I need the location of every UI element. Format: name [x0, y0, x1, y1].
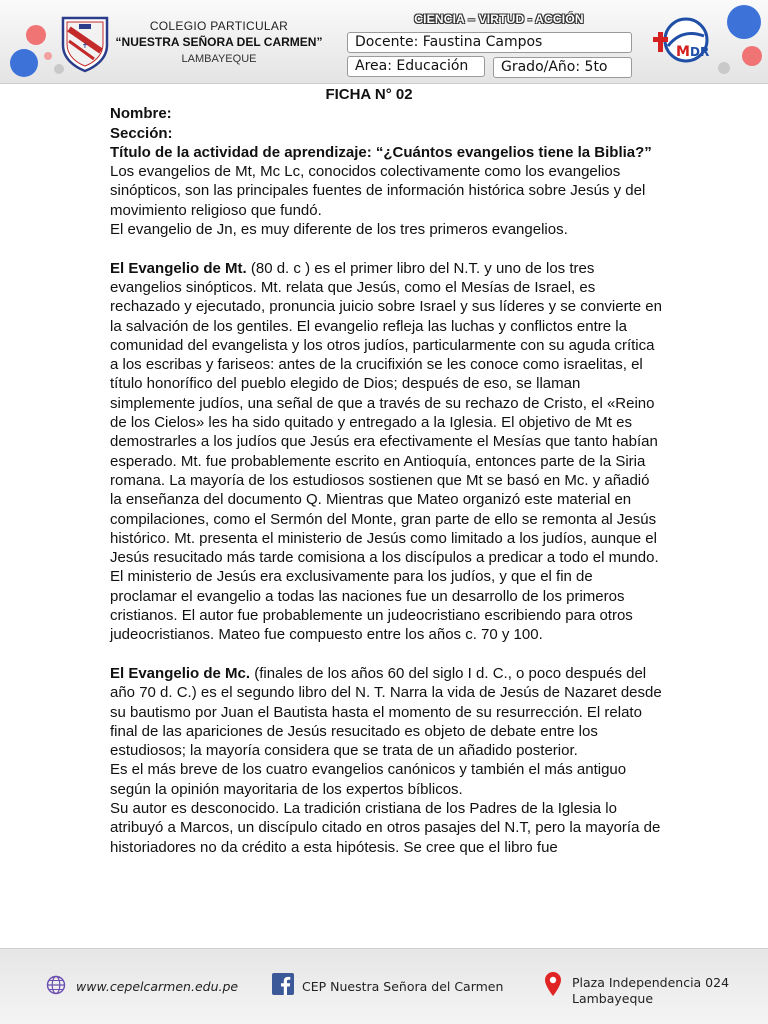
svg-text:DR: DR — [690, 45, 710, 59]
facebook-icon — [272, 973, 294, 995]
seccion-label: Sección: — [110, 124, 173, 142]
globe-icon — [46, 975, 66, 995]
intro-paragraph-1: Los evangelios de Mt, Mc Lc, conocidos colectivamente como los evangelios sinópticos, son las principales fuentes de información histórica sobre Jesús y del movimiento religioso que fundó. — [110, 163, 646, 219]
decor-dot-blue — [10, 49, 38, 77]
mt-text: (80 d. c ) es el primer libro del N.T. y uno de los tres evangelios sinópticos. Mt. relata que Jesús, como el Mesías de Israel, es rechazado y ejecutado, pronuncia juicio sobre Israel y sus líderes y se convierte en la salvación de los gentiles. El evangelio refleja las luchas y conflictos entre la comunidad del evangelista y los otros judíos, particularmente con su aguda crítica a los escribas y fariseos: antes de la crucifixión se les conoce como israelitas, el título honorífico del pueblo elegido de Dios; después de eso, se llaman simplemente judíos, una señal de que a través de su rechazo de Cristo, el «Reino de los Cielos» les ha sido quitado y entregado a la Iglesia. El objetivo de Mt es demostrarles a los judíos que Jesús era efectivamente el Mesías que tanto habían esperado. Mt. fue probablemente escrito en Antioquía, entonces parte de la Siria romana. La mayoría de los estudiosos sostienen que Mt se basó en Mc. y añadió la enseñanza del documento Q. Mientras que Mateo organizó este material en compilaciones, como el Sermón del Monte, gran parte de ello se remonta al Jesús histórico. Mt. presenta el ministerio de Jesús como limitado a los judíos, aunque el Jesús resucitado más tarde comisiona a los discípulos a predicar a todo el mundo. El ministerio de Jesús era exclusivamente para los judíos, y que el fin de proclamar el evangelio a todas las naciones fue un desarrollo de los primeros cristianos. El autor fue probablemente un judeocristiano escribiendo para otros judeocristianos. Mateo fue compuesto entre los años c. 70 y 100. — [110, 259, 662, 644]
svg-text:✝: ✝ — [82, 42, 88, 50]
emblem-logo-icon — [652, 16, 714, 66]
school-motto: CIENCIA – VIRTUD - ACCIÓN — [414, 12, 584, 26]
address-line-1: Plaza Independencia 024 — [572, 975, 730, 990]
mc-paragraph-2: Es el más breve de los cuatro evangelios canónicos y también el más antiguo según la opinión mayoritaria de los expertos bíblicos. — [110, 761, 627, 798]
svg-text:M: M — [676, 44, 690, 60]
activity-title: Título de la actividad de aprendizaje: “¿Cuántos evangelios tiene la Biblia?” — [110, 143, 652, 161]
nombre-label: Nombre: — [110, 105, 172, 123]
address-line-2: Lambayeque — [572, 991, 654, 1006]
decor-dot-red-right — [742, 46, 762, 66]
school-line-1: COLEGIO PARTICULAR — [149, 19, 289, 33]
decor-dot-red — [26, 25, 46, 45]
mc-paragraph-3: Su autor es desconocido. La tradición cristiana de los Padres de la Iglesia lo atribuyó a Marcos, un discípulo citado en otros pasajes del N.T, pero la mayoría de historiadores no da crédito a esta hipótesis. Se cree que el libro fue — [110, 799, 661, 856]
mt-heading: El Evangelio de Mt. — [110, 259, 247, 277]
spacer — [110, 239, 662, 258]
location-pin-icon — [544, 971, 562, 997]
document-body — [110, 85, 662, 857]
school-line-2: “NUESTRA SEÑORA DEL CARMEN” — [115, 35, 323, 49]
decor-dot-grey-right — [718, 62, 730, 74]
page-header — [0, 0, 768, 84]
ficha-title: FICHA N° 02 — [325, 86, 413, 103]
spacer — [110, 645, 662, 664]
mt-paragraph — [110, 259, 662, 645]
mc-text: (finales de los años 60 del siglo I d. C., o poco después del año 70 d. C.) es el segundo libro del N. T. Narra la vida de Jesús de Nazaret desde su bautismo por Juan el Bautista hasta el momento de su resurrección. El relato final de las apariciones de Jesús resucitado es objeto de debate entre los estudiosos; la mayoría considera que se trata de un añadido posterior. — [110, 664, 662, 760]
school-crest-icon — [60, 15, 110, 73]
footer-facebook-link[interactable]: CEP Nuestra Señora del Carmen — [302, 979, 504, 994]
footer-website-link[interactable]: www.cepelcarmen.edu.pe — [76, 979, 239, 994]
school-line-3: LAMBAYEQUE — [181, 53, 257, 65]
decor-dot-red-small — [44, 52, 52, 60]
mc-paragraph — [110, 664, 662, 760]
mc-heading: El Evangelio de Mc. — [110, 664, 251, 682]
grado-field: Grado/Año: 5to — [493, 57, 632, 78]
intro-paragraph-2: El evangelio de Jn, es muy diferente de los tres primeros evangelios. — [110, 221, 568, 239]
footer-address — [572, 975, 729, 1007]
page-footer — [0, 948, 768, 1024]
area-field: Area: Educación — [347, 56, 485, 77]
decor-dot-blue-right — [727, 5, 761, 39]
school-name-block — [112, 18, 326, 67]
docente-field: Docente: Faustina Campos — [347, 32, 632, 53]
